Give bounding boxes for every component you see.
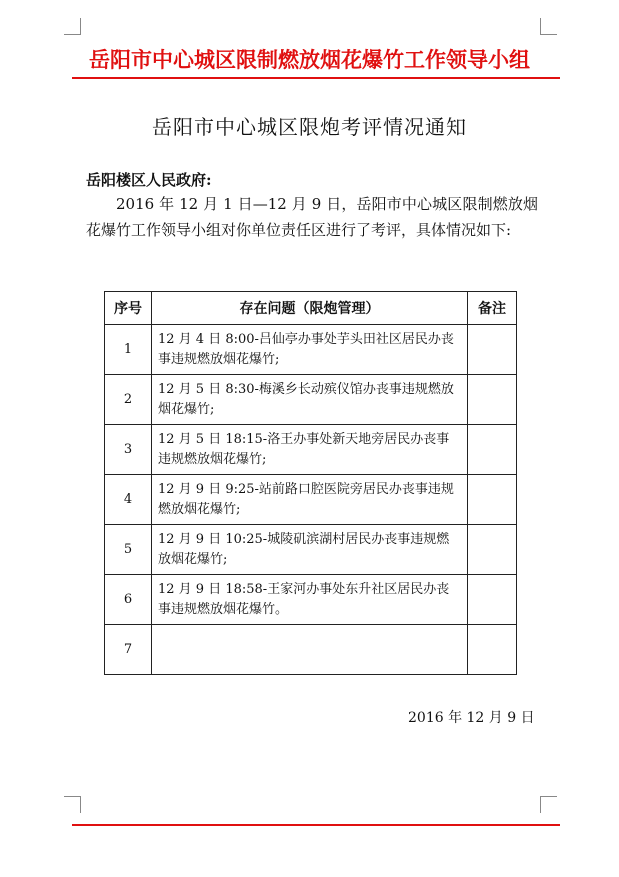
table-header-row [105,292,517,325]
row-seq: 3 [105,425,152,475]
table-row [105,375,517,425]
row-note [468,575,517,625]
header-issue: 存在问题（限炮管理） [152,292,468,325]
issue-date: 2016 年 12 月 9 日 [408,710,535,726]
row-note [468,475,517,525]
row-note [468,375,517,425]
footer-rule [72,824,560,826]
row-seq: 2 [105,375,152,425]
row-note [468,525,517,575]
row-issue: 12 月 9 日 10:25-城陵矶滨湖村居民办丧事违规燃放烟花爆竹; [152,525,468,575]
row-seq: 7 [105,625,152,675]
row-seq: 1 [105,325,152,375]
document-title: 岳阳市中心城区限炮考评情况通知 [152,115,467,139]
row-note [468,425,517,475]
table-row [105,525,517,575]
row-issue: 12 月 4 日 8:00-吕仙亭办事处芋头田社区居民办丧事违规燃放烟花爆竹; [152,325,468,375]
row-issue: 12 月 5 日 18:15-洛王办事处新天地旁居民办丧事违规燃放烟花爆竹; [152,425,468,475]
addressee: 岳阳楼区人民政府: [86,171,212,189]
letterhead-rule [72,77,560,79]
table-row [105,475,517,525]
row-issue: 12 月 9 日 9:25-站前路口腔医院旁居民办丧事违规燃放烟花爆竹; [152,475,468,525]
margin-corner-mark [540,796,557,813]
table-row [105,425,517,475]
row-issue: 12 月 5 日 8:30-梅溪乡长动殡仪馆办丧事违规燃放烟花爆竹; [152,375,468,425]
margin-corner-mark [64,18,81,35]
margin-corner-mark [540,18,557,35]
body-paragraph: 2016 年 12 月 1 日—12 月 9 日，岳阳市中心城区限制燃放烟花爆竹工作领导小组对你单位责任区进行了考评，具体情况如下: [86,195,538,239]
header-note: 备注 [468,292,517,325]
row-seq: 6 [105,575,152,625]
header-seq: 序号 [105,292,152,325]
table-row [105,575,517,625]
row-issue [152,625,468,675]
row-note [468,625,517,675]
assessment-table [104,291,517,675]
row-note [468,325,517,375]
margin-corner-mark [64,796,81,813]
table-row [105,625,517,675]
table-row [105,325,517,375]
row-seq: 4 [105,475,152,525]
row-issue: 12 月 9 日 18:58-王家河办事处东升社区居民办丧事违规燃放烟花爆竹。 [152,575,468,625]
row-seq: 5 [105,525,152,575]
letterhead-title: 岳阳市中心城区限制燃放烟花爆竹工作领导小组 [89,48,530,72]
